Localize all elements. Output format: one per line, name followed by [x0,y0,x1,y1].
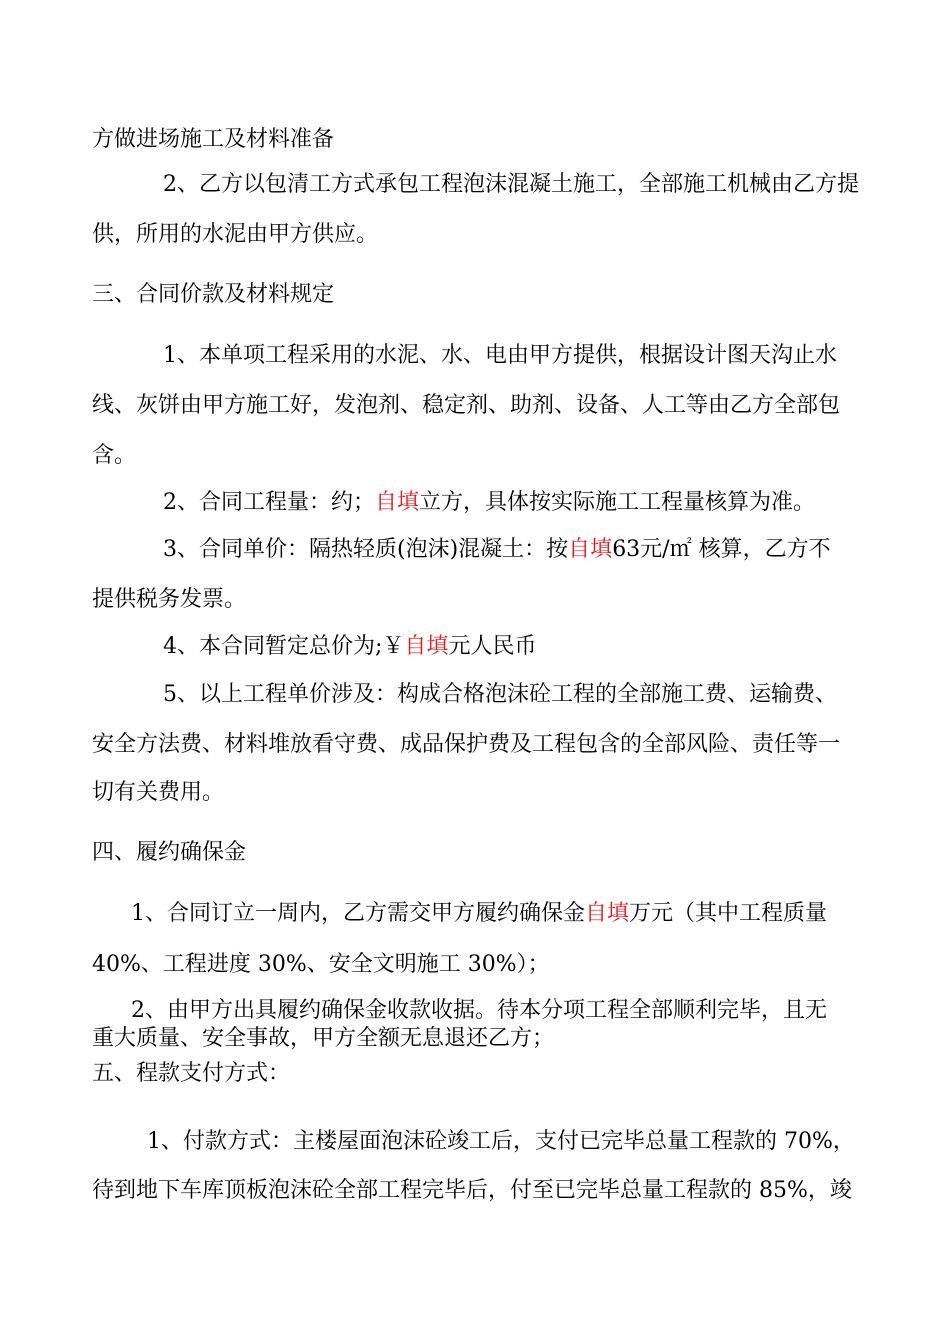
fill-in-placeholder: 自填 [404,634,449,659]
section-heading: 三、合同价款及材料规定 [92,282,335,307]
text-line: 1、付款方式：主楼屋面泡沫砼竣工后，支付已完毕总量工程款的 70%， [147,1129,855,1154]
text-line: 重大质量、安全事故，甲方全额无息退还乙方； [92,1026,555,1051]
text-line: 方做进场施工及材料准备 [92,127,335,152]
text-line: 待到地下车库顶板泡沫砼全部工程完毕后，付至已完毕总量工程款的 85%，竣 [92,1178,852,1203]
text-line [131,901,827,927]
text-segment: 万元（其中工程质量 [629,901,828,926]
text-line: 1、本单项工程采用的水泥、水、电由甲方提供，根据设计图天沟止水 [163,343,837,368]
text-segment: 立方，具体按实际施工工程量核算为准。 [419,490,816,515]
text-line: 40%、工程进度 30%、安全文明施工 30%）； [92,952,550,977]
text-line: 2、由甲方出具履约确保金收款收据。待本分项工程全部顺利完毕，且无 [131,998,827,1023]
text-segment: 63元/㎡ 核算，乙方不 [612,537,831,562]
text-line: 5、以上工程单价涉及：构成合格泡沫砼工程的全部施工费、运输费、 [163,682,837,707]
text-segment: 2、合同工程量：约； [163,490,375,515]
fill-in-placeholder: 自填 [375,490,420,515]
text-segment: 1、合同订立一周内，乙方需交甲方履约确保金 [131,901,585,926]
text-line [163,537,831,563]
text-segment: 元人民币 [448,634,537,659]
section-heading: 四、履约确保金 [92,840,247,865]
text-line: 切有关费用。 [92,780,225,805]
text-line [163,490,815,516]
text-line: 供，所用的水泥由甲方供应。 [92,222,379,247]
text-line: 含。 [92,443,137,468]
text-line: 安全方法费、材料堆放看守费、成品保护费及工程包含的全部风险、责任等一 [92,732,841,757]
section-heading: 五、程款支付方式： [92,1061,291,1086]
text-line: 2、乙方以包清工方式承包工程泡沫混凝土施工，全部施工机械由乙方提 [163,172,859,197]
text-line: 提供税务发票。 [92,587,247,612]
fill-in-placeholder: 自填 [568,537,613,562]
text-segment: 4、本合同暂定总价为;￥ [163,634,405,659]
text-segment: 3、合同单价：隔热轻质(泡沫)混凝土：按 [163,537,569,562]
text-line [163,634,536,660]
fill-in-placeholder: 自填 [585,901,630,926]
text-line: 线、灰饼由甲方施工好，发泡剂、稳定剂、助剂、设备、人工等由乙方全部包 [92,393,841,418]
